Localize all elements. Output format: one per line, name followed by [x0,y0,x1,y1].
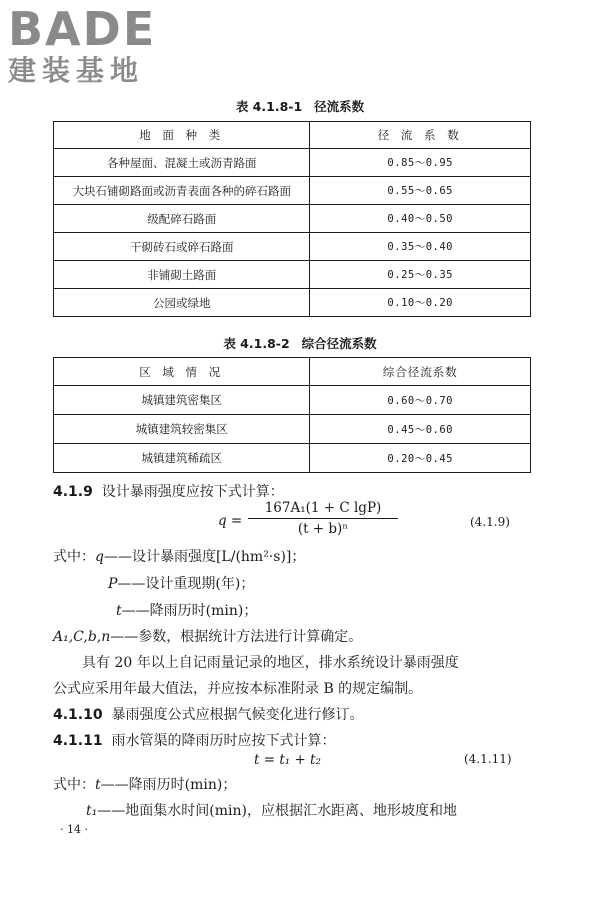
watermark-brand-en: BADE [8,2,157,56]
clause-text: 雨水管渠的降雨历时应按下式计算： [111,733,336,749]
table-row [54,386,531,415]
table-row [54,177,531,205]
formula-fraction [248,500,398,537]
clause-text: 设计暴雨强度应按下式计算： [101,484,284,500]
table-header-cell: 径 流 系 数 [310,122,531,149]
equation-number: (4.1.9) [470,515,510,529]
where-line [53,774,236,794]
table-cell: 0.55～0.65 [310,177,531,205]
where-line [108,573,254,593]
table-cell: 级配碎石路面 [54,205,310,233]
table-cell: 各种屋面、混凝土或沥青路面 [54,149,310,177]
symbol: t [116,603,122,619]
where-prefix: 式中： [53,777,95,793]
table-header-cell: 区 域 情 况 [54,358,310,386]
table-cell: 城镇建筑稀疏区 [54,444,310,473]
formula-denominator: (t + b)ⁿ [297,521,349,537]
symbol: q [95,549,104,565]
table2-number: 表 4.1.8-2 [223,336,290,351]
formula-lhs: q = [218,513,243,529]
table-cell: 0.40～0.50 [310,205,531,233]
table-row [54,149,531,177]
where-line [116,600,257,620]
table-cell: 0.35～0.40 [310,233,531,261]
clause-4-1-10 [53,704,364,724]
equation-number: (4.1.11) [464,752,512,766]
composite-runoff-coefficient-table [53,357,531,473]
watermark-brand-cn: 建装基地 [8,54,145,87]
table-cell: 大块石铺砌路面或沥青表面各种的碎石路面 [54,177,310,205]
runoff-coefficient-table [53,121,531,317]
symbol-description: ——降雨历时(min)； [121,603,258,619]
paragraph-line: 公式应采用年最大值法，并应按本标准附录 B 的规定编制。 [53,681,423,697]
where-line [86,800,457,820]
symbol-description: ——设计暴雨强度[L/(hm²·s)]； [103,549,306,565]
table-row [54,233,531,261]
clause-number: 4.1.10 [53,707,103,723]
table-cell: 城镇建筑密集区 [54,386,310,415]
where-line [53,626,362,646]
table-cell: 0.20～0.45 [310,444,531,473]
table-row [54,261,531,289]
table-header-cell: 综合径流系数 [310,358,531,386]
clause-number: 4.1.11 [53,733,103,749]
fraction-bar [248,518,398,519]
table1-title: 径流系数 [314,99,365,114]
table-row [54,205,531,233]
table-cell: 非铺砌土路面 [54,261,310,289]
paragraph-line: 具有 20 年以上自记雨量记录的地区，排水系统设计暴雨强度 [82,655,459,671]
table-row [54,444,531,473]
table-cell: 0.60～0.70 [310,386,531,415]
table1-number: 表 4.1.8-1 [235,99,303,114]
clause-number: 4.1.9 [53,484,93,500]
table-cell: 0.10～0.20 [310,289,531,317]
table-cell: 城镇建筑较密集区 [54,415,310,444]
table-header-row [54,358,531,386]
table2-title: 综合径流系数 [301,336,377,351]
symbol-description: ——设计重现期(年)； [117,576,255,592]
rainfall-duration-formula: t = t₁ + t₂ [254,752,321,768]
table-cell: 0.25～0.35 [310,261,531,289]
symbol: t₁ [86,803,98,819]
table-row [54,415,531,444]
symbol-description: ——地面集水时间(min)，应根据汇水距离、地形坡度和地 [97,803,457,819]
symbol: A₁,C,b,n [53,629,111,645]
symbol-description: ——参数，根据统计方法进行计算确定。 [110,629,363,645]
where-line [53,546,305,566]
table-row [54,289,531,317]
clause-text: 暴雨强度公式应根据气候变化进行修订。 [111,707,364,723]
table1-caption [0,97,600,115]
clause-4-1-11 [53,730,336,750]
table2-caption [0,334,600,352]
table-cell: 0.85～0.95 [310,149,531,177]
formula-numerator: 167A₁(1 + C lgP) [264,500,382,516]
where-prefix: 式中： [53,549,95,565]
table-header-cell: 地 面 种 类 [54,122,310,149]
table-header-row [54,122,531,149]
symbol-description: ——降雨历时(min)； [100,777,237,793]
table-cell: 干砌砖石或碎石路面 [54,233,310,261]
symbol: P [108,576,118,592]
table-cell: 0.45～0.60 [310,415,531,444]
symbol: t [95,777,101,793]
table-cell: 公园或绿地 [54,289,310,317]
clause-4-1-9 [53,481,284,501]
page-number: · 14 · [60,823,88,836]
watermark-logo [8,2,178,88]
